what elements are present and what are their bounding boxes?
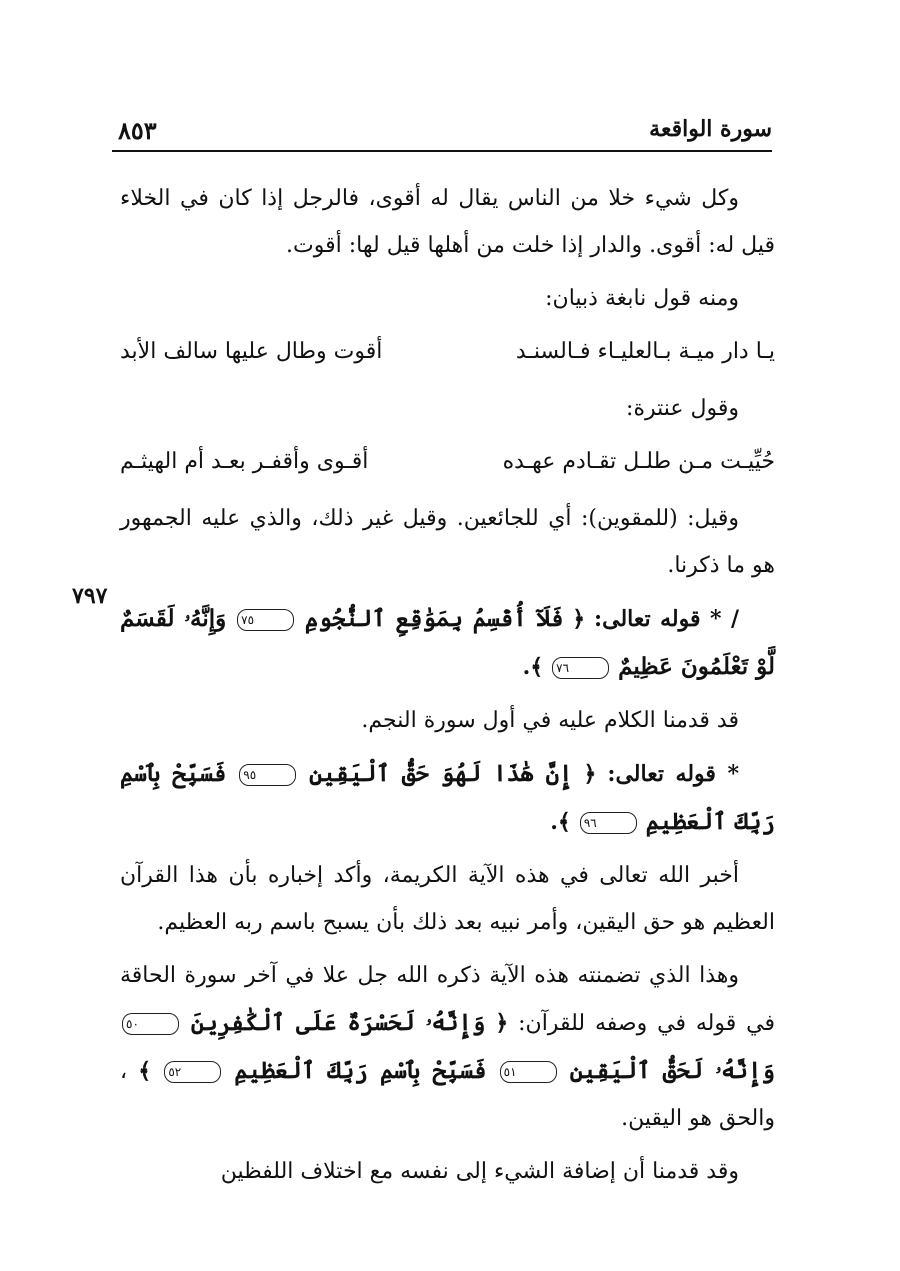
paragraph-7-tail: ، والحق هو اليقين.	[120, 1059, 775, 1131]
section-1-heading	[120, 595, 775, 691]
quran-text: فَسَبِّحْ بِٱسْمِ رَبِّكَ ٱلْعَظِيمِ	[120, 760, 775, 835]
margin-reference-number: ٧٩٧	[72, 583, 108, 609]
quran-open-bracket: ﴿	[572, 606, 586, 632]
page-number: ٨٥٣	[118, 116, 157, 145]
poetry-verse-1	[120, 328, 775, 375]
quran-close-bracket: ﴾.	[550, 809, 571, 835]
section-2-heading	[120, 750, 775, 846]
quran-text: وَإِنَّهُۥ لَقَسَمٌ لَّوْ تَعْلَمُونَ عَظِيمٌ	[120, 605, 775, 680]
section-2-lead: * قوله تعالى:	[607, 761, 740, 787]
ayah-number-marker: ٩٥	[239, 764, 296, 786]
quran-text: وَإِنَّهُۥ لَحَسْرَةٌ عَلَى ٱلْكَٰفِرِينَ	[190, 1009, 486, 1036]
paragraph-7	[120, 952, 775, 1142]
quran-close-bracket: ﴾.	[522, 654, 544, 680]
paragraph-3: وقول عنترة:	[626, 396, 739, 421]
verse-2-second-hemistich: أقـوى وأقفـر بعـد أم الهيثـم	[120, 449, 369, 474]
paragraph-1: وكل شيء خلا من الناس يقال له أقوى، فالرجل إذا كان في الخلاء قيل له: أقوى. والدار إذا خلت من أهلها قيل لها: أقوت.	[120, 186, 775, 258]
page-header	[112, 112, 772, 152]
quran-text: إِنَّ هَٰذَا لَهُوَ حَقُّ ٱلْيَقِينِ	[309, 760, 573, 787]
quran-close-bracket: ﴾	[138, 1058, 152, 1084]
paragraph-6: أخبر الله تعالى في هذه الآية الكريمة، وأكد إخباره بأن هذا القرآن العظيم هو حق اليقين، وأمر نبيه بعد ذلك بأن يسبح باسم ربه العظيم.	[120, 863, 775, 935]
header-rule	[112, 150, 772, 152]
quran-open-bracket: ﴿	[583, 761, 597, 787]
poetry-verse-2	[120, 438, 775, 485]
quran-text: فَلَآ أُقْسِمُ بِمَوَٰقِعِ ٱلنُّجُومِ	[304, 605, 564, 632]
quran-open-bracket: ﴿	[495, 1010, 509, 1036]
page-body	[120, 175, 775, 1201]
paragraph-2: ومنه قول نابغة ذبيان:	[545, 286, 739, 311]
quran-text: فَسَبِّحْ بِٱسْمِ رَبِّكَ ٱلْعَظِيمِ	[234, 1057, 487, 1084]
ayah-number-marker: ٥٠	[122, 1013, 179, 1035]
ayah-number-marker: ٧٥	[237, 609, 294, 631]
verse-2-first-hemistich: حُيِّيـت مـن طلـل تقـادم عهـده	[502, 449, 775, 474]
quran-text: وَإِنَّهُۥ لَحَقُّ ٱلْيَقِينِ	[569, 1057, 775, 1084]
verse-1-second-hemistich: أقوت وطال عليها سالف الأبد	[120, 339, 383, 364]
ayah-number-marker: ٥٢	[164, 1061, 221, 1083]
running-title: سورة الواقعة	[649, 116, 772, 142]
paragraph-5: قد قدمنا الكلام عليه في أول سورة النجم.	[361, 708, 739, 733]
ayah-number-marker: ٥١	[500, 1061, 557, 1083]
ayah-number-marker: ٧٦	[552, 657, 609, 679]
ayah-number-marker: ٩٦	[580, 812, 637, 834]
paragraph-4: وقيل: (للمقوين): أي للجائعين. وقيل غير ذلك، والذي عليه الجمهور هو ما ذكرنا.	[120, 506, 775, 578]
paragraph-7-text: وهذا الذي تضمنته هذه الآية ذكره الله جل علا في آخر سورة الحاقة في قوله في وصفه للقرآن:	[120, 963, 776, 1036]
verse-1-first-hemistich: يـا دار ميـة بـالعليـاء فـالسنـد	[515, 339, 775, 364]
paragraph-8: وقد قدمنا أن إضافة الشيء إلى نفسه مع اختلاف اللفظين	[220, 1159, 739, 1184]
section-1-lead: / * قوله تعالى:	[594, 606, 740, 632]
